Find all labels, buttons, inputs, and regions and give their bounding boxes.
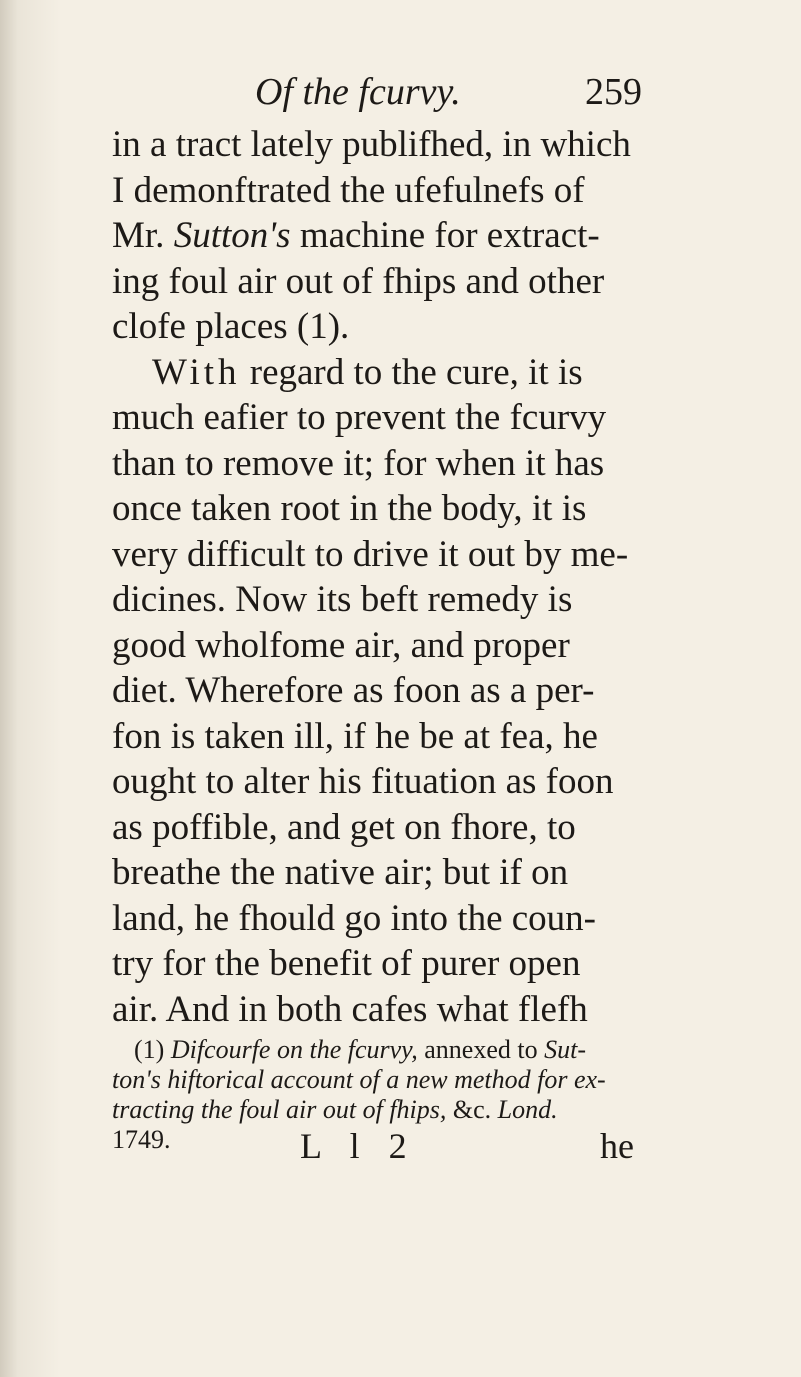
- text-line: much eafier to prevent the fcurvy: [112, 397, 607, 438]
- text-line: air. And in both cafes what flefh: [112, 988, 588, 1030]
- small-caps-word: With: [152, 351, 241, 393]
- text-line: ing foul air out of fhips and other: [112, 260, 605, 302]
- paragraph-start-line: With regard to the cure, it is: [152, 351, 583, 393]
- text-line: dicines. Now its beft remedy is: [112, 579, 573, 620]
- name-sutton: Sutton's: [173, 215, 291, 256]
- footnote-line: 1749.: [112, 1125, 171, 1154]
- footnote-line: (1) Difcourfe on the fcurvy, annexed to Sut-: [134, 1035, 586, 1064]
- footnote-line: tracting the foul air out of fhips, &c. Lond.: [112, 1095, 558, 1124]
- body-text: [112, 122, 672, 1032]
- text-line: land, he fhould go into the coun-: [112, 897, 596, 939]
- text-line: clofe places (1).: [112, 306, 350, 347]
- text-line: once taken root in the body, it is: [112, 488, 587, 529]
- footnote-line: ton's hiftorical account of a new method for ex-: [112, 1065, 606, 1094]
- signature-line: [300, 1125, 670, 1165]
- running-header: [255, 70, 655, 120]
- text-line: than to remove it; for when it has: [112, 442, 605, 484]
- text-line: I demonftrated the ufefulnefs of: [112, 169, 585, 211]
- text-line: try for the benefit of purer open: [112, 943, 581, 984]
- catchword: he: [600, 1126, 634, 1166]
- text-line: Mr. Sutton's machine for extract-: [112, 215, 600, 256]
- text-line: ought to alter his fituation as foon: [112, 761, 614, 802]
- page-number: 259: [585, 71, 642, 113]
- text-line: in a tract lately publifhed, in which: [112, 124, 631, 165]
- text-line: diet. Wherefore as foon as a per-: [112, 670, 595, 711]
- text-line: very difficult to drive it out by me-: [112, 533, 629, 575]
- text-line: fon is taken ill, if he be at fea, he: [112, 715, 598, 757]
- running-title: Of the fcurvy.: [255, 71, 461, 113]
- signature-mark: L l 2: [300, 1126, 417, 1166]
- text-line: breathe the native air; but if on: [112, 852, 569, 893]
- text-line: as poffible, and get on fhore, to: [112, 806, 576, 848]
- text-line: good wholfome air, and proper: [112, 624, 570, 666]
